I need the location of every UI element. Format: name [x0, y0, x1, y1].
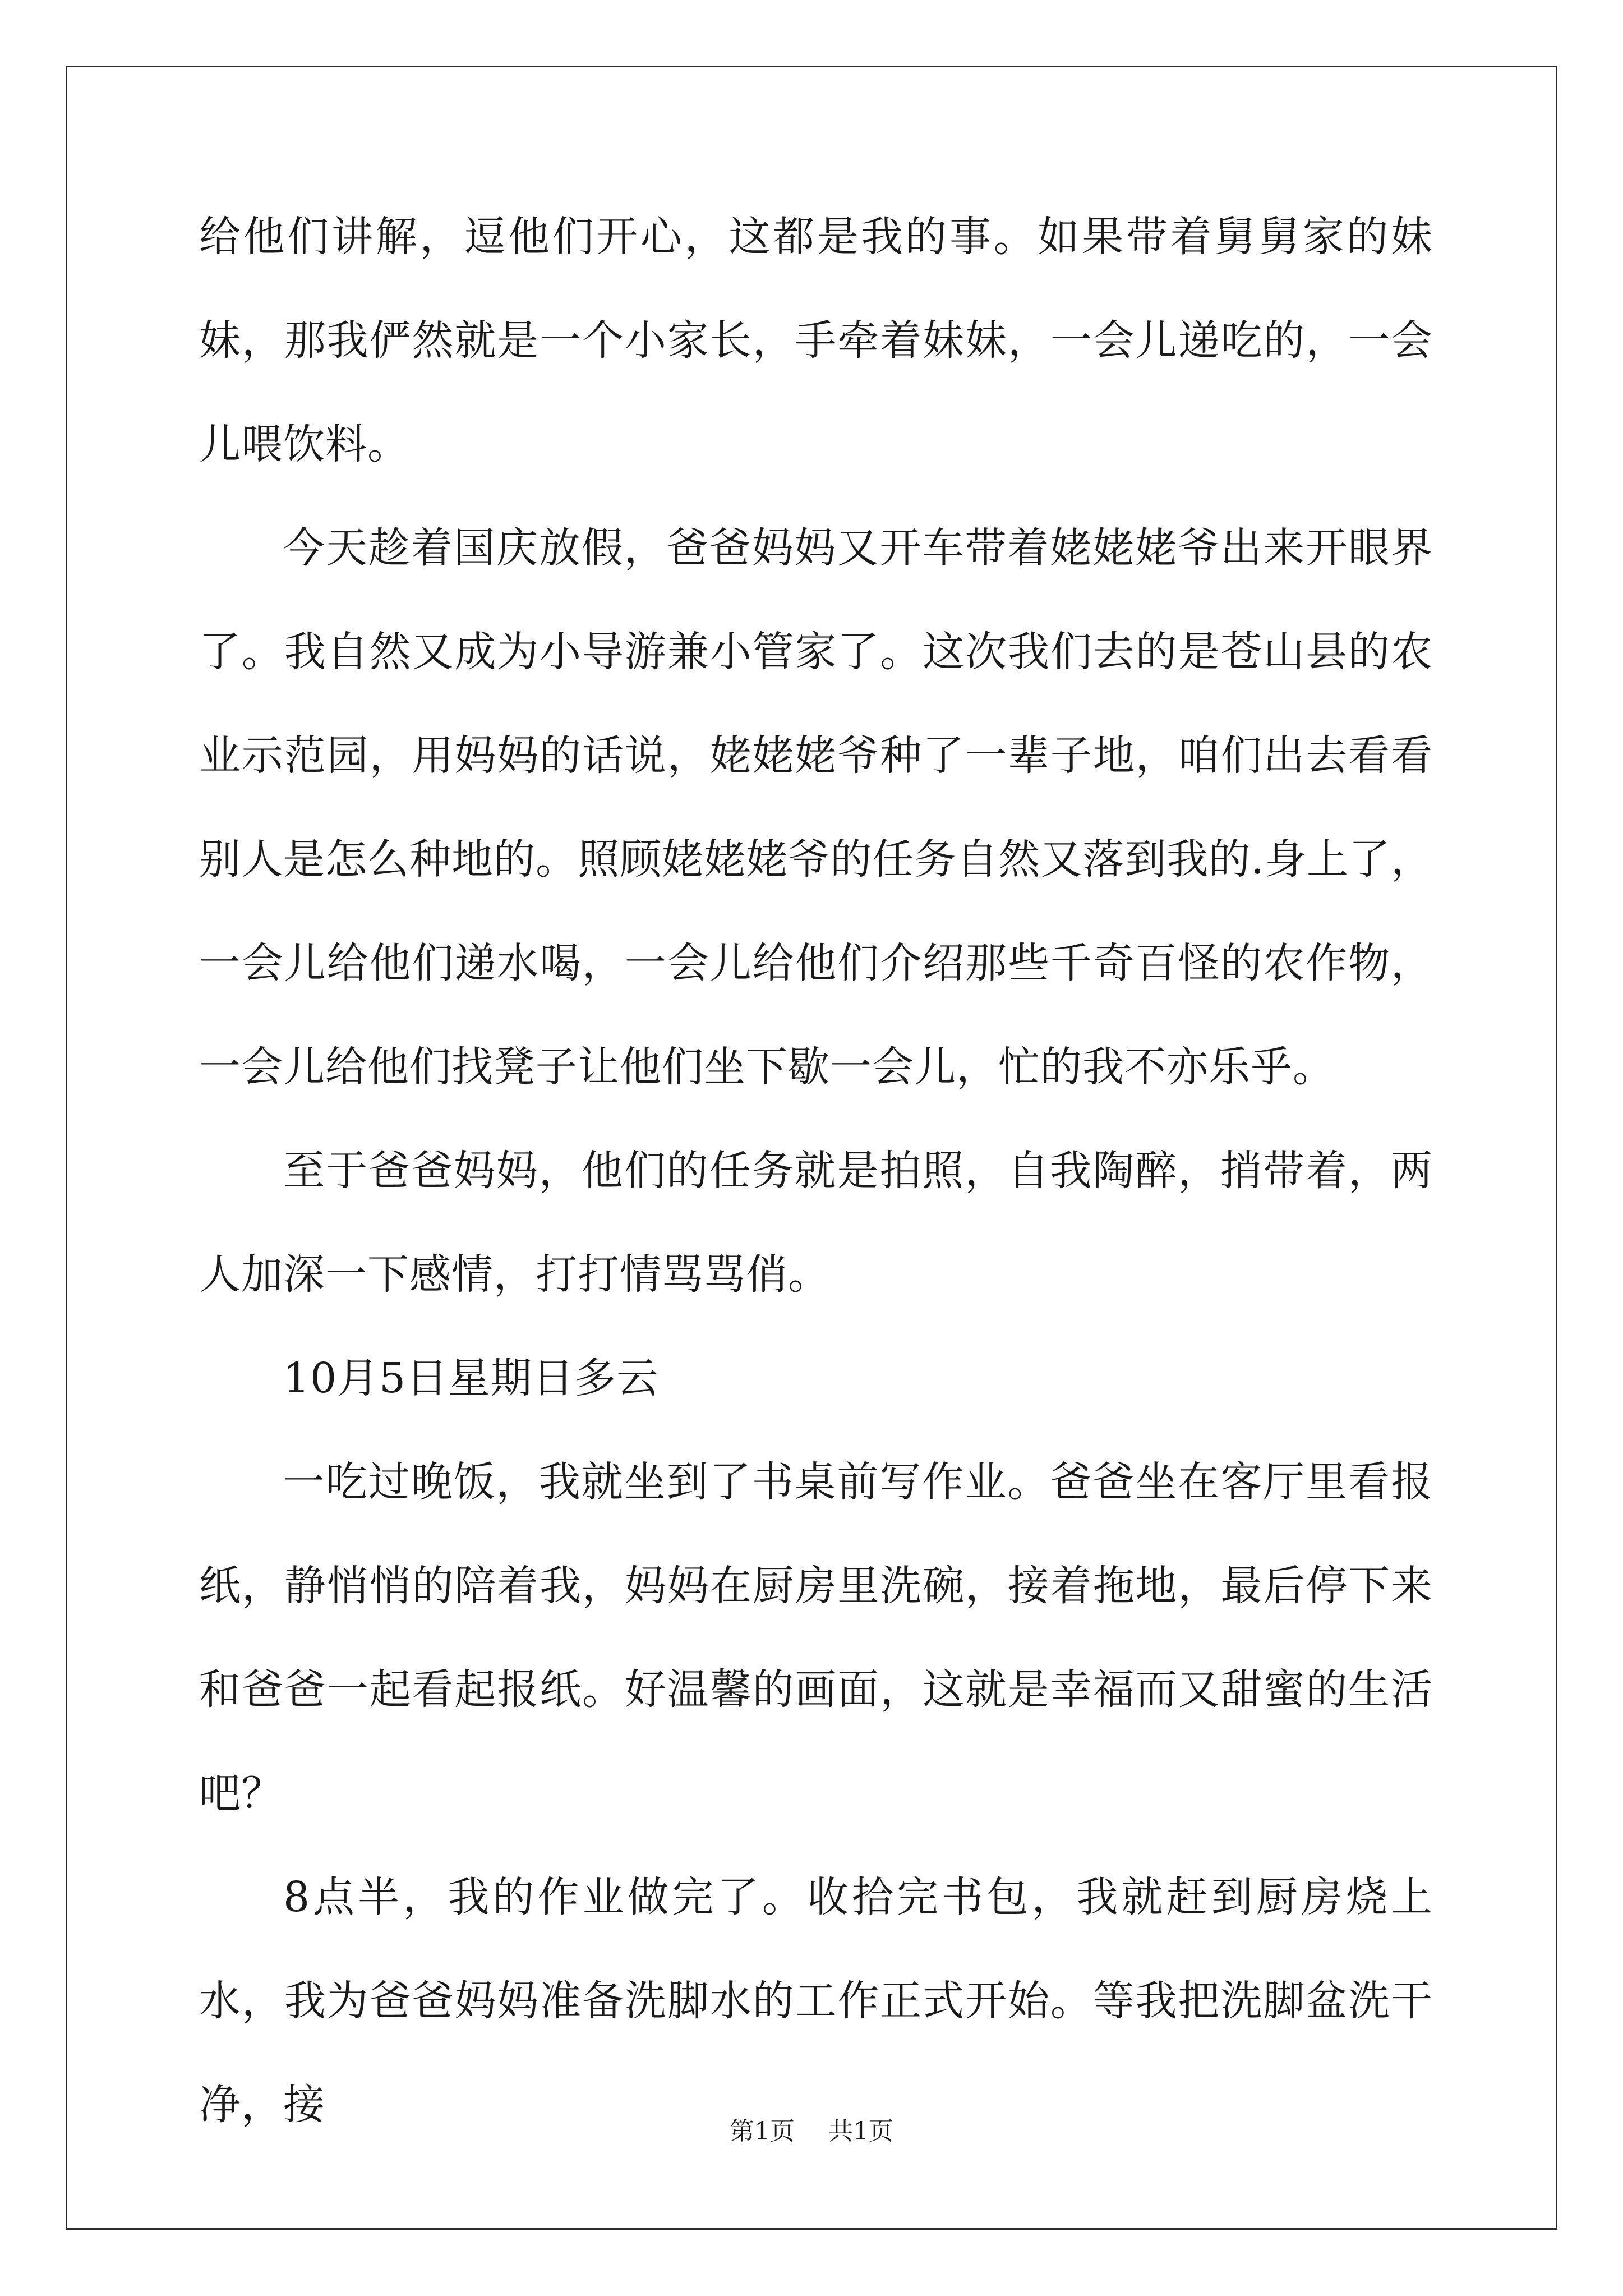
date-heading: 10月5日星期日多云 [283, 1354, 659, 1402]
document-body [199, 185, 1433, 2157]
paragraph-2: 今天趁着国庆放假，爸爸妈妈又开车带着姥姥姥爷出来开眼界了。我自然又成为小导游兼小管家了。这次我们去的是苍山县的农业示范园，用妈妈的话说，姥姥姥爷种了一辈子地，咱们出去看看别人是怎么种地的。照顾姥姥姥爷的任务自然又落到我的.身上了，一会儿给他们递水喝，一会儿给他们介绍那些千奇百怪的农作物，一会儿给他们找凳子让他们坐下歇一会儿，忙的我不亦乐乎。 [199, 524, 1433, 1091]
page-footer [0, 2115, 1623, 2148]
page-total: 共1页 [828, 2117, 893, 2146]
paragraph-1: 给他们讲解，逗他们开心，这都是我的事。如果带着舅舅家的妹妹，那我俨然就是一个小家长，手牵着妹妹，一会儿递吃的，一会儿喂饮料。 [199, 213, 1433, 468]
paragraph-6: 8点半，我的作业做完了。收拾完书包，我就赶到厨房烧上水，我为爸爸妈妈准备洗脚水的工作正式开始。等我把洗脚盆洗干净，接 [199, 1873, 1433, 2129]
paragraph-5: 一吃过晚饭，我就坐到了书桌前写作业。爸爸坐在客厅里看报纸，静悄悄的陪着我，妈妈在厨房里洗碗，接着拖地，最后停下来和爸爸一起看起报纸。好温馨的画面，这就是幸福而又甜蜜的生活吧？ [199, 1458, 1433, 1818]
paragraph-3: 至于爸爸妈妈，他们的任务就是拍照，自我陶醉，捎带着，两人加深一下感情，打打情骂骂俏。 [199, 1147, 1433, 1299]
page-number: 第1页 [730, 2117, 795, 2146]
